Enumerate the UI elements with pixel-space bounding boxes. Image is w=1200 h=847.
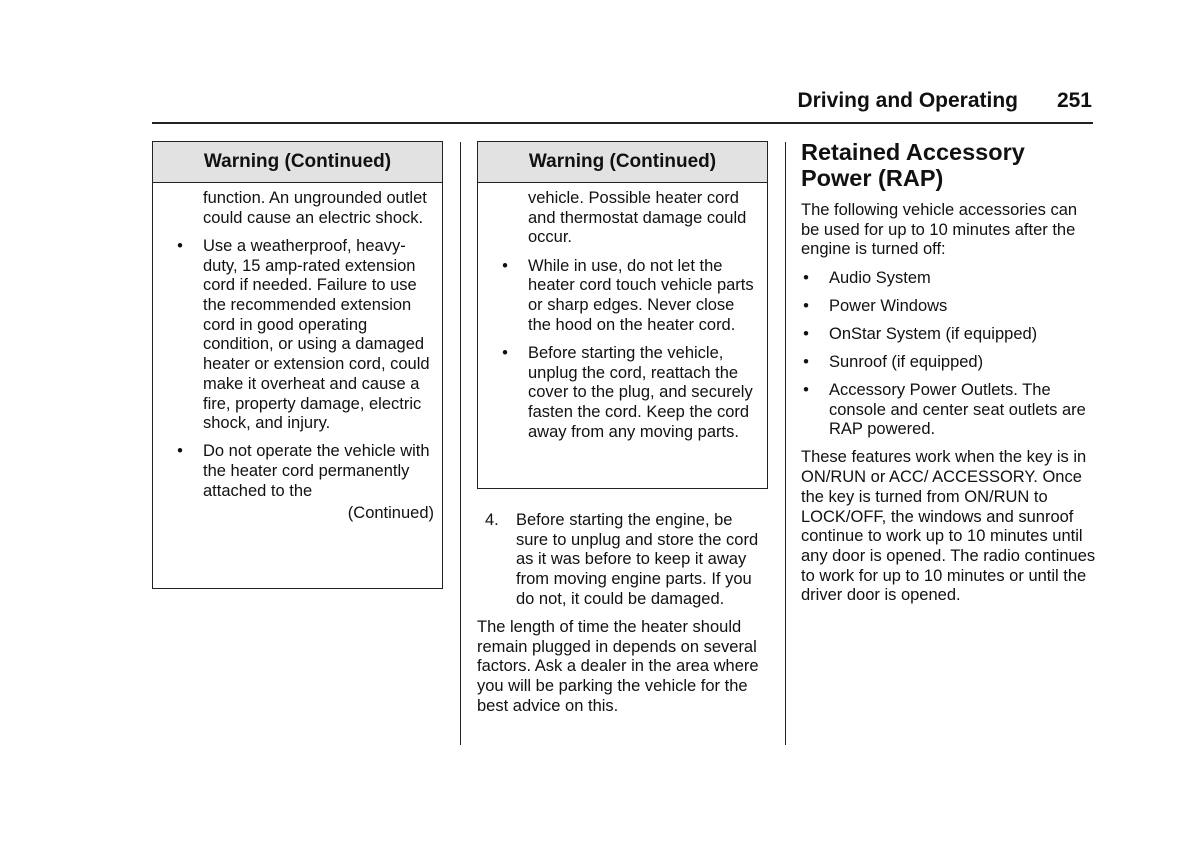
list-item-text: Accessory Power Outlets. The console and center seat outlets are RAP powered. (829, 380, 1086, 439)
list-item (801, 381, 1099, 440)
numbered-step (477, 511, 769, 610)
list-item-text: Audio System (829, 268, 931, 287)
body-paragraph: These features work when the key is in ON/RUN or ACC/ ACCESSORY. Once the key is turned from ON/RUN to LOCK/OFF, the windows and sunroof continue to work up to 10 minutes until any door is opened. The radio continues to work for up to 10 minutes or until the driver door is opened. (801, 448, 1096, 605)
list-item (801, 325, 1099, 345)
column-divider-2 (785, 142, 786, 745)
warning-bullet-text: Do not operate the vehicle with the heater cord permanently attached to the (203, 442, 430, 500)
warning-heading: Warning (Continued) (153, 142, 442, 183)
header-rule (152, 122, 1093, 124)
rap-bullet-list (801, 269, 1099, 440)
list-item (801, 269, 1099, 289)
intro-paragraph: The following vehicle accessories can be used for up to 10 minutes after the engine is turned off: (801, 201, 1078, 259)
warning-bullet-text: Before starting the vehicle, unplug the cord, reattach the cover to the plug, and securely fasten the cord. Keep the cord away from any moving parts. (528, 343, 753, 441)
list-item (801, 297, 1099, 317)
warning-heading: Warning (Continued) (478, 142, 767, 183)
body-paragraph: The length of time the heater should remain plugged in depends on several factors. Ask a dealer in the area where you will be parking the vehicle for the best advice on this. (477, 618, 759, 715)
list-item-text: Power Windows (829, 296, 948, 315)
bullet-icon: • (177, 236, 183, 255)
step-number: 4. (485, 511, 499, 529)
column-divider-1 (460, 142, 461, 745)
bullet-icon: • (803, 268, 809, 287)
warning-body (478, 183, 767, 442)
section-title: Retained Accessory Power (RAP) (801, 139, 1025, 191)
warning-bullet (177, 236, 434, 434)
list-item (801, 353, 1099, 373)
warning-lead-text: vehicle. Possible heater cord and thermostat damage could occur. (528, 189, 747, 247)
warning-bullet (177, 442, 434, 501)
continued-label: (Continued) (347, 503, 434, 522)
warning-box-col2 (477, 141, 768, 489)
warning-bullet (502, 343, 759, 443)
list-item-text: Sunroof (if equipped) (829, 352, 984, 371)
bullet-icon: • (502, 256, 508, 275)
list-item-text: OnStar System (if equipped) (829, 324, 1038, 343)
bullet-icon: • (177, 442, 183, 461)
page-number: 251 (1056, 89, 1092, 112)
warning-bullet (502, 256, 759, 336)
step-text: Before starting the engine, be sure to unplug and store the cord as it was before to keep it away from moving engine parts. If you do not, it could be damaged. (516, 511, 759, 608)
bullet-icon: • (803, 324, 809, 343)
col3-body (801, 139, 1099, 606)
section-header-title: Driving and Operating (797, 89, 1018, 112)
bullet-icon: • (502, 343, 508, 362)
warning-bullet-text: Use a weatherproof, heavy-duty, 15 amp-rated extension cord if needed. Failure to use the recommended extension cord in good operating condition, or using a damaged heater or extension cord, could make it overheat and cause a fire, property damage, electric shock, and injury. (203, 236, 430, 433)
warning-bullet-text: While in use, do not let the heater cord touch vehicle parts or sharp edges. Never close the hood on the heater cord. (528, 256, 754, 334)
warning-box-col1 (152, 141, 443, 589)
col2-body (477, 511, 769, 717)
bullet-icon: • (803, 352, 809, 371)
bullet-icon: • (803, 380, 809, 399)
warning-body (153, 183, 442, 523)
bullet-icon: • (803, 296, 809, 315)
warning-lead-text: function. An ungrounded outlet could cause an electric shock. (203, 189, 427, 227)
